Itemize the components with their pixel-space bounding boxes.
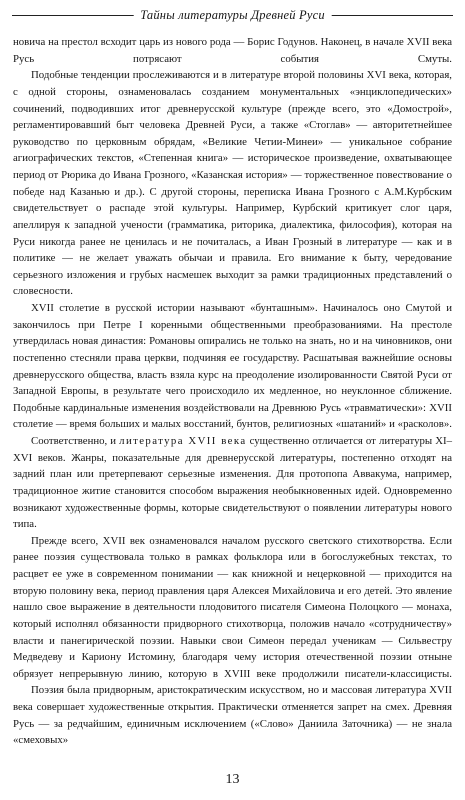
paragraph-text: XVII столетие в русской истории называют «бунташным». Начиналось оно Смутой и закончилось при Петре I коренными общественными преобразованиями. На престоле утвердилась новая династия: Романовы опирались не только на знать, но и на чиновников, они постепенно стесняли права церкви, подчиняя ее государству. Расшатывая важнейшие основы древнерусского общества, власть взяла курс на преодоление изолированности Святой Руси от Западной Европы, в результате чего происходило их медленное, но неуклонное сближение. Подобные кардинальные изменения воздействовали на Древнюю Русь «травматически»: XVII столетие — время больших и малых восстаний, бунтов, религиозных «шатаний» и «расколов». bbox=[13, 302, 452, 431]
running-header bbox=[12, 6, 453, 24]
paragraph bbox=[13, 533, 452, 683]
paragraph bbox=[13, 682, 452, 749]
page-number: 13 bbox=[225, 772, 240, 787]
paragraph-text: Поэзия была придворным, аристократическим искусством, но и массовая литература XVII века совершает художественные открытия. Практически отменяется запрет на смех. Древняя Русь — за редчайшим, единичным исключением («Слово» Даниила Заточника) — не знала «смеховых» bbox=[13, 684, 452, 747]
paragraph-text: Прежде всего, XVII век ознаменовался началом русского светского стихотворства. Если ранее поэзия существовала только в рамках фольклора или в богослужебных текстах, то расцвет ее уже в современном понимании — как книжной и нецерковной — приходится на вторую половину века, период правления царя Алексея Михайловича и его детей. Это явление нашло свое выражение в деятельности плодовитого писателя Симеона Полоцкого — монаха, который исполнял обязанности придворного стихотворца, положив начало «сотрудничеству» власти и панегирической поэзии. Навыки свои Симеон передал ученикам — Сильвестру Медведеву и Кариону Истомину, благодаря чему история отечественной поэзии отныне обрязует непрерывную линию, которую в XVIII веке продолжили писатели-классицисты. bbox=[13, 534, 452, 680]
body-text bbox=[13, 34, 452, 749]
paragraph-text: Соответственно, и bbox=[31, 435, 120, 447]
paragraph bbox=[13, 300, 452, 433]
paragraph-text: Подобные тенденции прослеживаются и в литературе второй половины XVI века, которая, с одной стороны, ознаменовалась созданием монументальных «энциклопедических» сочинений, подводивших итог древнерусской культуре (прежде всего, это «Домострой», регламентировавший быт человека Древней Руси, а также «Стоглав» — авторитетнейшее руководство по церковным обрядам, «Великие Четии-Минеи» — уникальное собрание агиографических текстов, «Степенная книга» — историческое произведение, охватывающее период от Рюрика до Ивана Грозного, «Казанская история» — торжественное повествование о победе над Казанью и др.). С другой стороны, переписка Ивана Грозного с А.М.Курбским свидетельствует о распаде этой культуры. Например, Курбский критикует слог царя, апеллируя к западной учености (грамматика, риторика, диалектика, философия), которая на Руси никогда ранее не ценилась и не почиталась, а Иван Грозный в литературе — как и в политике — не желает уважать обычаи и правила. Его внимание к быту, чередование серьезного изложения и грубых насмешек выходит за рамки традиционных представлений о словесности. bbox=[13, 69, 452, 298]
paragraph-text: новича на престол всходит царь из нового рода — Борис Годунов. Наконец, в начале XVII века Русь потрясают события Смуты. bbox=[13, 36, 452, 65]
paragraph bbox=[13, 67, 452, 300]
spaced-emphasis-term: литература XVII века bbox=[119, 435, 247, 447]
paragraph bbox=[13, 34, 452, 67]
running-header-title: Тайны литературы Древней Руси bbox=[133, 6, 332, 24]
paragraph-text: существенно отличается от литературы XI–XVI веков. Жанры, показательные для древнерусской литературы, постепенно отходят на задний план или претерпевают серьезные изменения. Для протопопа Аввакума, например, традиционное житие становится способом выражения необыкновенных идей. Одновременно возникают художественные формы, которые свидетельствуют о появлении литературы нового типа. bbox=[13, 435, 453, 531]
paragraph bbox=[13, 433, 452, 533]
